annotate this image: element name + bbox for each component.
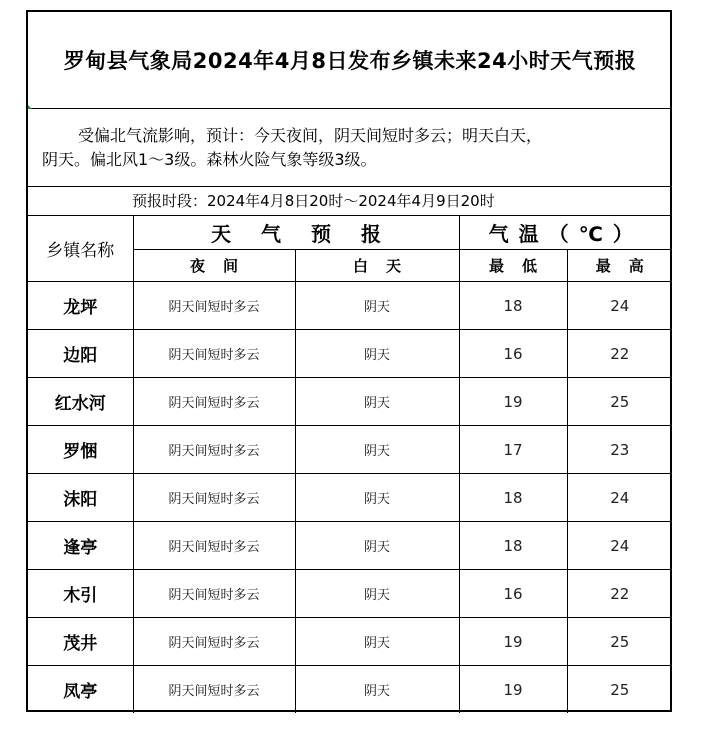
day-weather: 阴天 xyxy=(295,618,459,666)
night-weather: 阴天间短时多云 xyxy=(133,522,295,570)
forecast-table xyxy=(28,216,672,713)
town-name: 沫阳 xyxy=(28,474,133,522)
town-name: 红水河 xyxy=(28,378,133,426)
min-temp: 16 xyxy=(459,570,567,618)
town-name: 逢亭 xyxy=(28,522,133,570)
max-temp: 25 xyxy=(567,618,672,666)
night-weather: 阴天间短时多云 xyxy=(133,282,295,330)
min-temp: 18 xyxy=(459,282,567,330)
table-row xyxy=(28,666,672,714)
town-name: 木引 xyxy=(28,570,133,618)
min-temp: 17 xyxy=(459,426,567,474)
summary-line-2: 阴天。偏北风1～3级。森林火险气象等级3级。 xyxy=(42,150,377,169)
min-temp: 19 xyxy=(459,378,567,426)
day-weather: 阴天 xyxy=(295,666,459,714)
max-temp-header-label: 最高 xyxy=(595,257,662,275)
day-header xyxy=(295,250,459,282)
max-temp: 24 xyxy=(567,474,672,522)
max-temp: 23 xyxy=(567,426,672,474)
day-header-label: 白天 xyxy=(352,257,419,275)
night-header xyxy=(133,250,295,282)
night-weather: 阴天间短时多云 xyxy=(133,666,295,714)
max-temp: 22 xyxy=(567,330,672,378)
min-temp-header-label: 最低 xyxy=(488,257,555,275)
town-name: 龙坪 xyxy=(28,282,133,330)
night-weather: 阴天间短时多云 xyxy=(133,330,295,378)
day-weather: 阴天 xyxy=(295,330,459,378)
min-temp-header xyxy=(459,250,567,282)
temperature-header-label: 气温（℃） xyxy=(488,222,643,246)
max-temp: 25 xyxy=(567,378,672,426)
night-header-label: 夜间 xyxy=(189,257,256,275)
min-temp: 18 xyxy=(459,522,567,570)
night-weather: 阴天间短时多云 xyxy=(133,378,295,426)
town-header: 乡镇名称 xyxy=(28,216,133,282)
table-row xyxy=(28,330,672,378)
summary-line-1: 受偏北气流影响，预计：今天夜间，阴天间短时多云；明天白天， xyxy=(78,126,543,145)
town-name: 茂井 xyxy=(28,618,133,666)
night-weather: 阴天间短时多云 xyxy=(133,618,295,666)
day-weather: 阴天 xyxy=(295,570,459,618)
day-weather: 阴天 xyxy=(295,426,459,474)
day-weather: 阴天 xyxy=(295,474,459,522)
table-row xyxy=(28,522,672,570)
page-title: 罗甸县气象局2024年4月8日发布乡镇未来24小时天气预报 xyxy=(63,49,637,73)
max-temp: 24 xyxy=(567,282,672,330)
max-temp: 24 xyxy=(567,522,672,570)
table-row xyxy=(28,570,672,618)
header-row-main xyxy=(28,216,672,250)
table-row xyxy=(28,618,672,666)
table-row xyxy=(28,378,672,426)
day-weather: 阴天 xyxy=(295,522,459,570)
min-temp: 19 xyxy=(459,618,567,666)
min-temp: 18 xyxy=(459,474,567,522)
min-temp: 16 xyxy=(459,330,567,378)
forecast-period: 预报时段：2024年4月8日20时～2024年4月9日20时 xyxy=(28,188,672,216)
max-temp: 25 xyxy=(567,666,672,714)
town-name: 边阳 xyxy=(28,330,133,378)
forecast-summary xyxy=(28,109,672,187)
night-weather: 阴天间短时多云 xyxy=(133,426,295,474)
min-temp: 19 xyxy=(459,666,567,714)
day-weather: 阴天 xyxy=(295,378,459,426)
max-temp: 22 xyxy=(567,570,672,618)
forecast-sheet xyxy=(26,10,672,712)
table-row xyxy=(28,474,672,522)
day-weather: 阴天 xyxy=(295,282,459,330)
title-row xyxy=(28,12,672,109)
forecast-header xyxy=(133,216,459,250)
table-row xyxy=(28,282,672,330)
night-weather: 阴天间短时多云 xyxy=(133,474,295,522)
night-weather: 阴天间短时多云 xyxy=(133,570,295,618)
forecast-header-label: 天气预报 xyxy=(211,222,411,246)
table-row xyxy=(28,426,672,474)
town-name: 凤亭 xyxy=(28,666,133,714)
max-temp-header xyxy=(567,250,672,282)
temperature-header xyxy=(459,216,672,250)
town-name: 罗悃 xyxy=(28,426,133,474)
